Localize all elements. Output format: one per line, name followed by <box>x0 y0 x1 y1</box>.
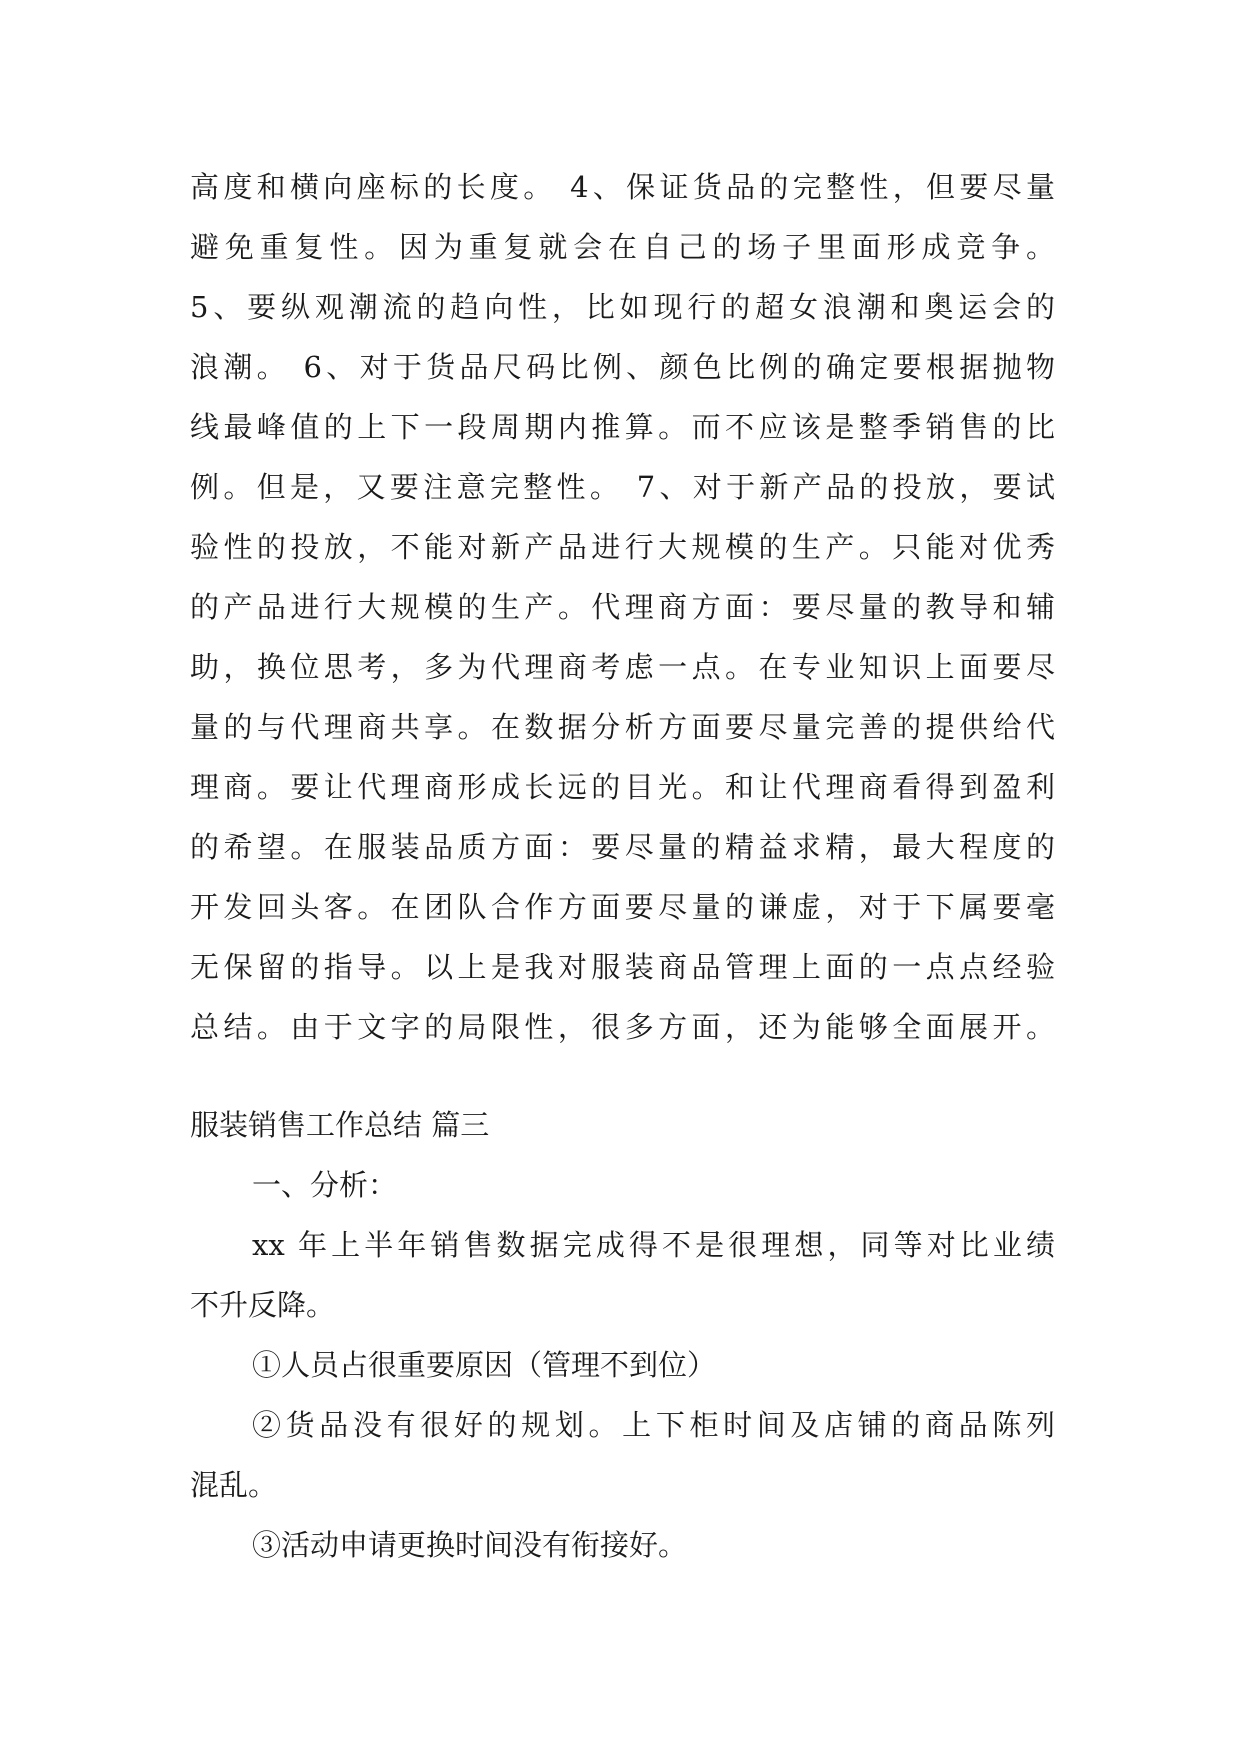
paragraph-line: 浪潮。 6、对于货品尺码比例、颜色比例的确定要根据抛物 <box>190 350 1055 384</box>
section-title: 服装销售工作总结 篇三 <box>190 1108 490 1142</box>
analysis-paragraph-line: 不升反降。 <box>190 1288 336 1322</box>
paragraph-line: 量的与代理商共享。在数据分析方面要尽量完善的提供给代 <box>190 710 1055 744</box>
paragraph-line: 验性的投放，不能对新产品进行大规模的生产。只能对优秀 <box>190 530 1055 564</box>
top-paragraph <box>190 157 1055 1057</box>
paragraph-line: 例。但是，又要注意完整性。 7、对于新产品的投放，要试 <box>190 470 1055 504</box>
paragraph-line: 总结。由于文字的局限性，很多方面，还为能够全面展开。 <box>190 1010 1055 1044</box>
analysis-paragraph-line: xx 年上半年销售数据完成得不是很理想，同等对比业绩 <box>252 1228 1055 1262</box>
paragraph-line: 理商。要让代理商形成长远的目光。和让代理商看得到盈利 <box>190 770 1055 804</box>
analysis-section <box>190 1155 1055 1575</box>
analysis-point-2-line: 混乱。 <box>190 1468 278 1502</box>
paragraph-line: 助，换位思考，多为代理商考虑一点。在专业知识上面要尽 <box>190 650 1055 684</box>
paragraph-line: 的产品进行大规模的生产。代理商方面：要尽量的教导和辅 <box>190 590 1055 624</box>
paragraph-line: 的希望。在服装品质方面：要尽量的精益求精，最大程度的 <box>190 830 1055 864</box>
paragraph-line: 无保留的指导。以上是我对服装商品管理上面的一点点经验 <box>190 950 1055 984</box>
paragraph-line: 避免重复性。因为重复就会在自己的场子里面形成竞争。 <box>190 230 1055 264</box>
paragraph-line: 开发回头客。在团队合作方面要尽量的谦虚，对于下属要毫 <box>190 890 1055 924</box>
analysis-point-3: ③活动申请更换时间没有衔接好。 <box>252 1528 688 1562</box>
analysis-point-1: ①人员占很重要原因（管理不到位） <box>252 1348 717 1382</box>
analysis-point-2-line: ②货品没有很好的规划。上下柜时间及店铺的商品陈列 <box>252 1408 1055 1442</box>
paragraph-line: 5、要纵观潮流的趋向性，比如现行的超女浪潮和奥运会的 <box>190 290 1055 324</box>
paragraph-line: 高度和横向座标的长度。 4、保证货品的完整性，但要尽量 <box>190 170 1055 204</box>
paragraph-line: 线最峰值的上下一段周期内推算。而不应该是整季销售的比 <box>190 410 1055 444</box>
analysis-heading: 一、分析： <box>252 1168 398 1202</box>
